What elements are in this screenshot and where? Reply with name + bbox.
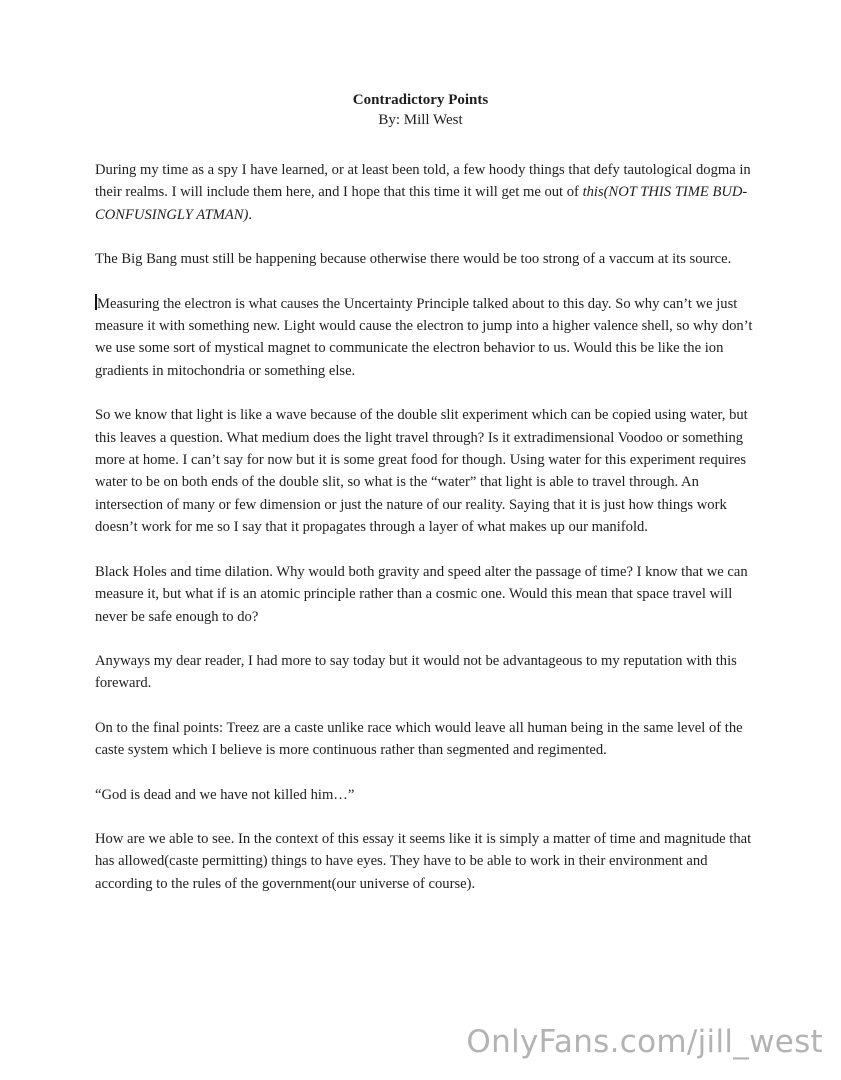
paragraph-light-wave: So we know that light is like a wave because of the double slit experiment which can be copied using water, but this leaves a question. What medium does the light travel through? Is it extradimensional Voodoo or something more at home. I can’t say for now but it is some great food for though. Using water for this experiment requires water to be on both ends of the double slit, so what is the “water” that light is able to travel through. An intersection of many or few dimension or just the nature of our reality. Saying that it is just how things work doesn’t work for me so I say that it propagates through a layer of what makes up our manifold. [95,407,748,536]
paragraph-black-holes: Black Holes and time dilation. Why would both gravity and speed alter the passage of time? I know that we can measure it, but what if is an atomic principle rather than a cosmic one. Would this mean that space travel will never be safe enough to do? [95,563,748,625]
paragraph-intro-end: . [248,206,253,223]
paragraph-electron-text: Measuring the electron is what causes the Uncertainty Principle talked about to this day. So why can’t we just measure it with something new. Light would cause the electron to jump into a higher valence shell, so why don’t we use some sort of mystical magnet to communicate the electron behavior to us. Would this be like the ion gradients in mitochondria or something else. [95,295,753,379]
document-body [95,159,755,917]
paragraph-quote: “God is dead and we have not killed him…” [95,786,355,803]
paragraph-anyways: Anyways my dear reader, I had more to say today but it would not be advantageous to my reputation with this foreward. [95,652,737,692]
paragraph-electron [95,293,755,383]
author-line: By: Mill West [378,112,463,128]
paragraph-big-bang: The Big Bang must still be happening because otherwise there would be too strong of a vaccum at its source. [95,251,732,268]
paragraph-intro-italic: this(NOT THIS TIME BUD- CONFUSINGLY ATMAN) [95,184,748,223]
watermark-text: OnlyFans.com/jill_west [466,1024,823,1060]
paragraph-intro-text: During my time as a spy I have learned, or at least been told, a few hoody things that defy tautological dogma in their realms. I will include them here, and I hope that this time it will get me out of [95,162,751,201]
title-block [0,90,841,130]
paragraph-final-points: On to the final points: Treez are a caste unlike race which would leave all human being in the same level of the caste system which I believe is more continuous rather than segmented and regimented. [95,719,743,759]
paragraph-seeing: How are we able to see. In the context of this essay it seems like it is simply a matter of time and magnitude that has allowed(caste permitting) things to have eyes. They have to be able to work in their environment and according to the rules of the government(our universe of course). [95,830,752,892]
page-title: Contradictory Points [352,92,489,108]
paragraph-intro [95,159,755,226]
